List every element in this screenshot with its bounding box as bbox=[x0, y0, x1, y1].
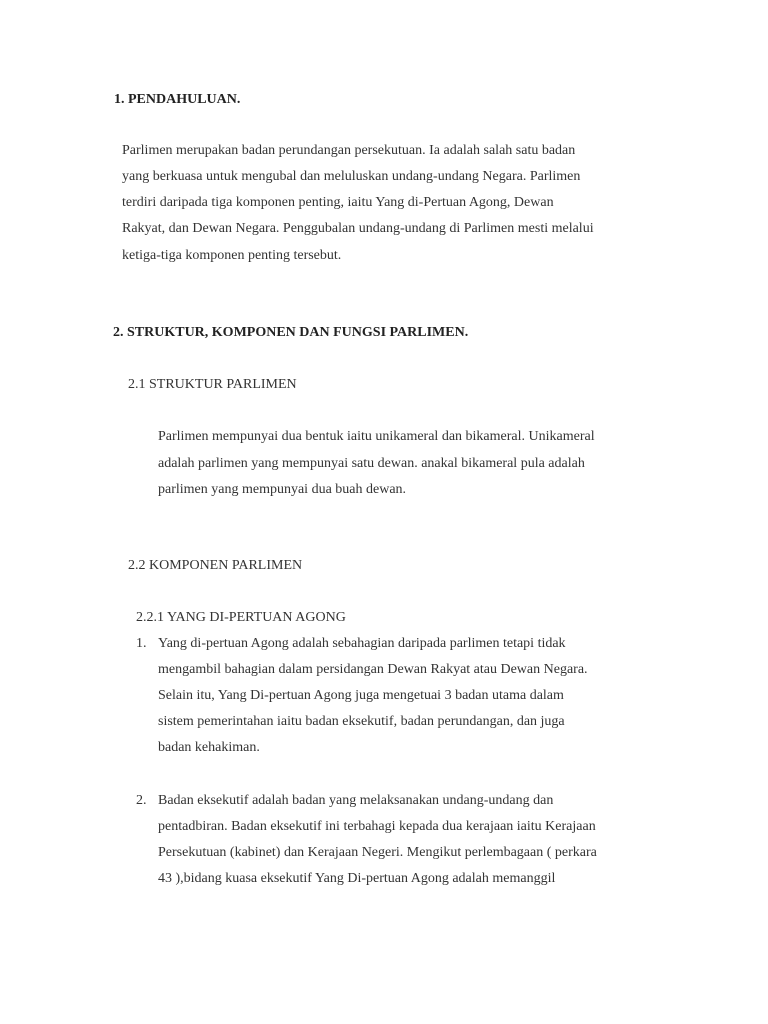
paragraph-line: ketiga-tiga komponen penting tersebut. bbox=[122, 248, 342, 263]
paragraph-line: adalah parlimen yang mempunyai satu dewan. anakal bikameral pula adalah bbox=[158, 456, 585, 471]
section-heading-pendahuluan: 1. PENDAHULUAN. bbox=[114, 92, 241, 107]
list-item-line: pentadbiran. Badan eksekutif ini terbahagi kepada dua kerajaan iaitu Kerajaan bbox=[158, 819, 596, 834]
list-item-line: badan kehakiman. bbox=[158, 740, 260, 755]
list-item-line: Badan eksekutif adalah badan yang melaksanakan undang-undang dan bbox=[158, 793, 554, 808]
list-item-line: 43 ),bidang kuasa eksekutif Yang Di-pertuan Agong adalah memanggil bbox=[158, 871, 556, 886]
subsection-heading-komponen-parlimen: 2.2 KOMPONEN PARLIMEN bbox=[128, 558, 303, 573]
paragraph-line: terdiri daripada tiga komponen penting, iaitu Yang di-Pertuan Agong, Dewan bbox=[122, 195, 554, 210]
subsubsection-heading-yang-di-pertuan-agong: 2.2.1 YANG DI-PERTUAN AGONG bbox=[136, 610, 346, 625]
list-item-line: Persekutuan (kabinet) dan Kerajaan Negeri. Mengikut perlembagaan ( perkara bbox=[158, 845, 597, 860]
list-item-line: Yang di-pertuan Agong adalah sebahagian daripada parlimen tetapi tidak bbox=[158, 636, 566, 651]
section-heading-struktur: 2. STRUKTUR, KOMPONEN DAN FUNGSI PARLIMEN. bbox=[113, 325, 469, 340]
paragraph-line: parlimen yang mempunyai dua buah dewan. bbox=[158, 482, 407, 497]
paragraph-line: Parlimen merupakan badan perundangan persekutuan. Ia adalah salah satu badan bbox=[122, 143, 576, 158]
list-item-line: Selain itu, Yang Di-pertuan Agong juga mengetuai 3 badan utama dalam bbox=[158, 688, 564, 703]
list-item-line: sistem pemerintahan iaitu badan eksekutif, badan perundangan, dan juga bbox=[158, 714, 565, 729]
paragraph-line: Parlimen mempunyai dua bentuk iaitu unikameral dan bikameral. Unikameral bbox=[158, 429, 595, 444]
list-item-line: mengambil bahagian dalam persidangan Dewan Rakyat atau Dewan Negara. bbox=[158, 662, 588, 677]
list-item-number: 1. bbox=[136, 636, 147, 651]
list-item-number: 2. bbox=[136, 793, 147, 808]
paragraph-line: yang berkuasa untuk mengubal dan meluluskan undang-undang Negara. Parlimen bbox=[122, 169, 581, 184]
subsection-heading-struktur-parlimen: 2.1 STRUKTUR PARLIMEN bbox=[128, 377, 297, 392]
paragraph-line: Rakyat, dan Dewan Negara. Penggubalan undang-undang di Parlimen mesti melalui bbox=[122, 221, 594, 236]
